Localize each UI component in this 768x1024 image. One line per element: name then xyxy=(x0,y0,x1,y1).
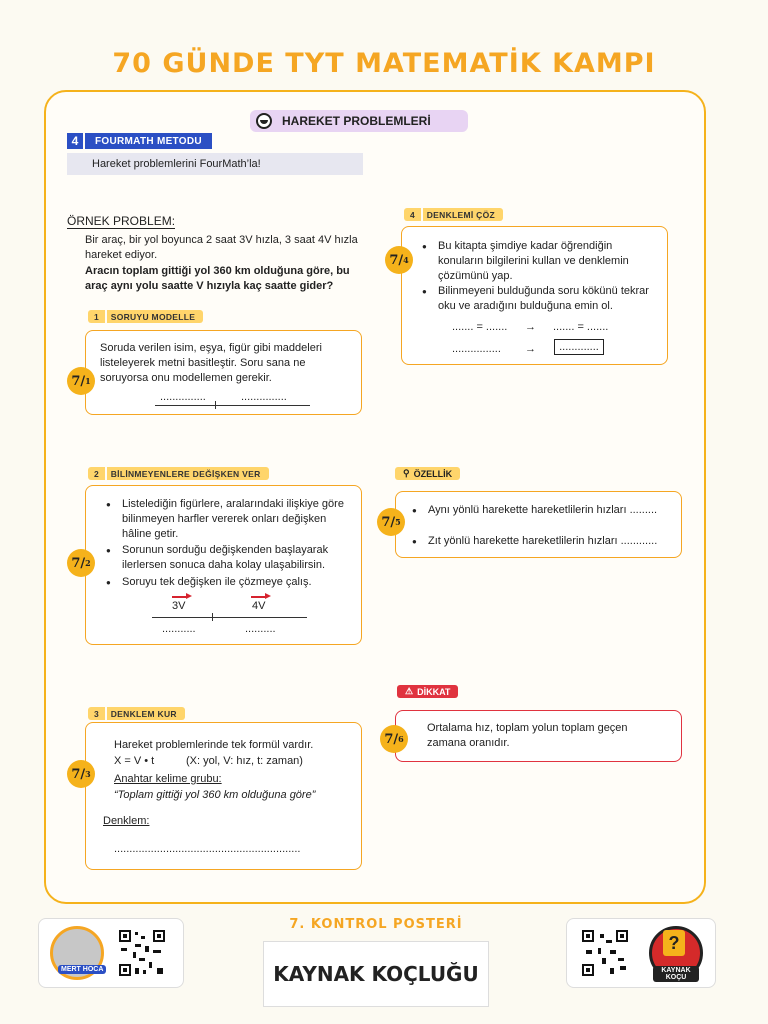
step3-keyword-label: Anahtar kelime grubu: xyxy=(114,773,222,785)
example-text: Bir araç, bir yol boyunca 2 saat 3V hızla, 3 saat 4V hızla hareket ediyor. xyxy=(85,234,358,261)
coach-title: KAYNAK KOÇLUĞU xyxy=(263,941,489,1007)
step4-arrow-1-icon: → xyxy=(525,321,536,333)
step3-formula-note: (X: yol, V: hız, t: zaman) xyxy=(186,755,303,767)
poster-title: 7. KONTROL POSTERİ xyxy=(289,917,463,932)
step2-speed-left: 3V xyxy=(172,600,186,612)
feature-label: ÖZELLİK xyxy=(413,468,453,479)
step3-tag xyxy=(88,707,185,720)
step2-bullet-2: ● Sorunun sorduğu değişkenden başlayarak ilerlersen sonuca daha kolay ulaşabilirsin. xyxy=(106,543,346,573)
step4-tag xyxy=(404,208,503,221)
qr-code-right[interactable] xyxy=(580,928,630,978)
step4-label: DENKLEMİ ÇÖZ xyxy=(423,208,503,221)
coach-caption: KAYNAK KOÇU xyxy=(653,966,699,982)
step3-line1: Hareket problemlerinde tek formül vardır. xyxy=(114,739,314,751)
step1-text: Soruda verilen isim, eşya, figür gibi maddeleri listeleyerek metni basitleştir. Soru sana ne soruyorsa onu modellemen gerekir. xyxy=(100,342,322,384)
method-number: 4 xyxy=(67,133,83,149)
step2-tag xyxy=(88,467,269,480)
warning-icon: ⚠ xyxy=(405,686,414,696)
warning-label: DİKKAT xyxy=(417,686,451,697)
method-description: Hareket problemlerini FourMath’la! xyxy=(67,153,363,175)
step2-label: BİLİNMEYENLERE DEĞİŞKEN VER xyxy=(107,467,269,480)
step4-bullet-1: ● Bu kitapta şimdiye kadar öğrendiğin konuların bilgilerini kullan ve denklemin çözümünü yap. xyxy=(422,239,657,284)
step1-blank-right: ............... xyxy=(241,391,287,403)
step1-badge: 7 / 1 xyxy=(67,367,95,395)
qr-code-left[interactable] xyxy=(117,928,167,978)
step2-blank-right: .......... xyxy=(245,623,276,635)
step2-badge: 7 / 2 xyxy=(67,549,95,577)
step2-arrow-left-icon xyxy=(172,596,188,598)
step4-arrow-2-icon: → xyxy=(525,343,536,355)
step3-keyword: “Toplam gittiği yol 360 km olduğuna göre” xyxy=(114,789,316,801)
step3-formula: X = V • t xyxy=(114,755,155,767)
step3-equation-blank: ............................................................. xyxy=(114,843,301,855)
method-label: FOURMATH METODU xyxy=(85,133,212,149)
author-caption: MERT HOCA xyxy=(58,965,106,974)
step2-number: 2 xyxy=(88,467,105,480)
step2-bullet-3: ● Soruyu tek değişken ile çözmeye çalış. xyxy=(106,575,346,590)
step3-badge: 7 / 3 xyxy=(67,760,95,788)
step4-eq-row1-left: ....... = ....... xyxy=(452,321,508,333)
magnifier-icon: ⚲ xyxy=(403,468,410,478)
question-mark-icon: ? xyxy=(663,930,685,956)
example-question: Aracın toplam gittiği yol 360 km olduğuna göre, bu araç aynı yolu saatte V hızıyla kaç saatte gider? xyxy=(85,265,350,292)
feature-item-2: ● Zıt yönlü harekette hareketlilerin hızları ............ xyxy=(412,534,674,549)
step3-number: 3 xyxy=(88,707,105,720)
page-title: 70 GÜNDE TYT MATEMATİK KAMPI xyxy=(112,48,656,79)
method-header xyxy=(67,133,212,149)
step4-eq-row1-right: ....... = ....... xyxy=(553,321,609,333)
step1-line-tick xyxy=(215,401,216,409)
step1-number: 1 xyxy=(88,310,105,323)
feature-item-1: ● Aynı yönlü harekette hareketlilerin hızları ......... xyxy=(412,503,674,518)
topic-icon xyxy=(256,113,272,129)
step4-answer-box: ............. xyxy=(554,339,604,355)
step2-arrow-right-icon xyxy=(251,596,267,598)
topic-header xyxy=(250,110,468,132)
warning-badge: 7 / 6 xyxy=(380,725,408,753)
step1-line xyxy=(155,405,310,406)
feature-tag xyxy=(395,467,460,480)
step4-number: 4 xyxy=(404,208,421,221)
step1-blank-left: ............... xyxy=(160,391,206,403)
step1-tag xyxy=(88,310,203,323)
step1-label: SORUYU MODELLE xyxy=(107,310,203,323)
step2-speed-right: 4V xyxy=(252,600,266,612)
step2-line xyxy=(152,617,307,618)
feature-badge: 7 / 5 xyxy=(377,508,405,536)
example-title: ÖRNEK PROBLEM: xyxy=(67,214,176,228)
step2-line-tick xyxy=(212,613,213,621)
step4-badge: 7 / 4 xyxy=(385,246,413,274)
step2-bullet-1: ● Listelediğin figürlere, aralarındaki ilişkiye göre bilinmeyen harfler vererek onları değişken hâline getir. xyxy=(106,497,346,542)
step4-eq-row2-left: ................ xyxy=(452,343,501,355)
step4-bullet-2: ● Bilinmeyeni bulduğunda soru kökünü tekrar oku ve aradığını bulduğuna emin ol. xyxy=(422,284,662,314)
topic-title: HAREKET PROBLEMLERİ xyxy=(282,114,431,128)
warning-text: Ortalama hız, toplam yolun toplam geçen zamana oranıdır. xyxy=(427,722,628,749)
step3-equation-label: Denklem: xyxy=(103,815,150,827)
step2-blank-left: ........... xyxy=(162,623,196,635)
warning-tag xyxy=(397,685,458,698)
step3-label: DENKLEM KUR xyxy=(107,707,185,720)
